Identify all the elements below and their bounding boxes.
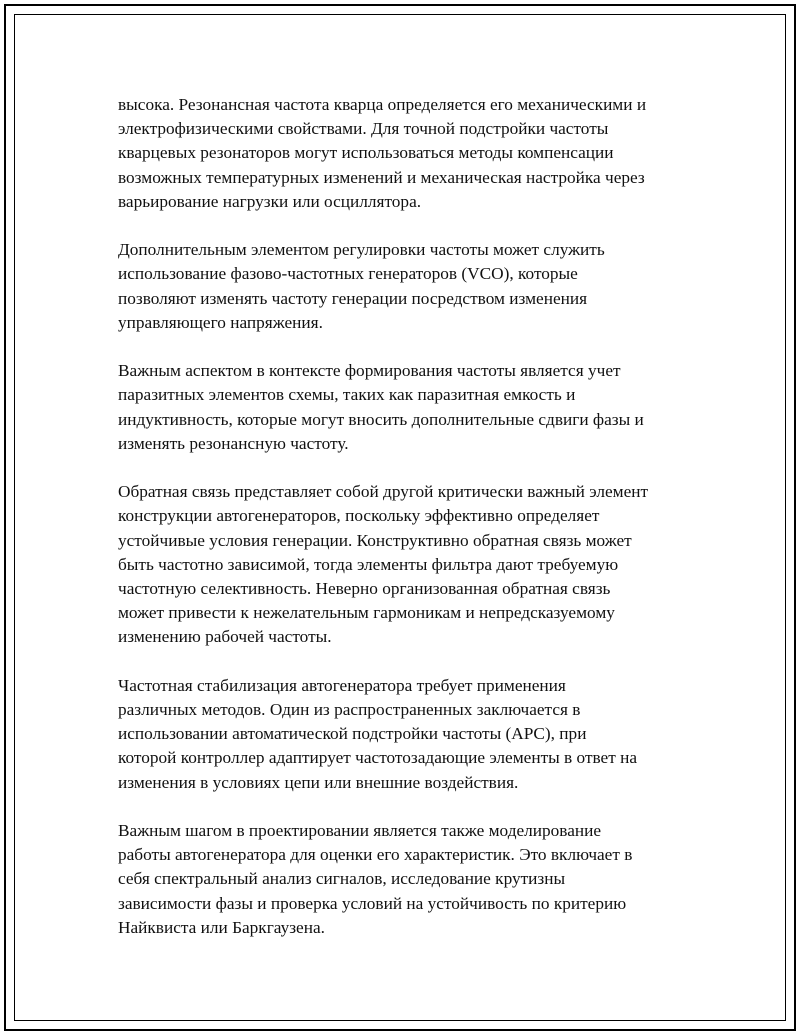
paragraph-frequency-stabilization: Частотная стабилизация автогенератора требует применения различных методов. Один из распространенных заключается в использовании автоматической подстройки частоты (APC), при которой контроллер адаптирует частотозадающие элементы в ответ на изменения в условиях цепи или внешние воздействия. (118, 675, 638, 792)
paragraph-vco: Дополнительным элементом регулировки частоты может служить использование фазово-частотных генераторов (VCO), которые позволяют изменять частоту генерации посредством изменения управляющего напряжения. (118, 240, 605, 332)
paragraph-feedback: Обратная связь представляет собой другой критически важный элемент конструкции автогенераторов, поскольку эффективно определяет устойчивые условия генерации. Конструктивно обратная связь может быть частотно зависимой, тогда элементы фильтра дают требуемую частотную селективность. Неверно организованная обратная связь может привести к нежелательным гармоникам и непредсказуемому изменению рабочей частоты. (118, 482, 649, 647)
paragraph-quartz-resonance: высока. Резонансная частота кварца определяется его механическими и электрофизическими свойствами. Для точной подстройки частоты кварцевых резонаторов могут использоваться методы компенсации возможных температурных изменений и механическая настройка через варьирование нагрузки или осциллятора. (118, 95, 647, 211)
document-body (118, 93, 698, 964)
paragraph-modeling: Важным шагом в проектировании является также моделирование работы автогенератора для оценки его характеристик. Это включает в себя спектральный анализ сигналов, исследование крутизны зависимости фазы и проверка условий на устойчивость по критерию Найквиста или Баркгаузена. (118, 821, 633, 937)
paragraph-parasitic-elements: Важным аспектом в контексте формирования частоты является учет паразитных элементов схемы, таких как паразитная емкость и индуктивность, которые могут вносить дополнительные сдвиги фазы и изменять резонансную частоту. (118, 361, 644, 453)
